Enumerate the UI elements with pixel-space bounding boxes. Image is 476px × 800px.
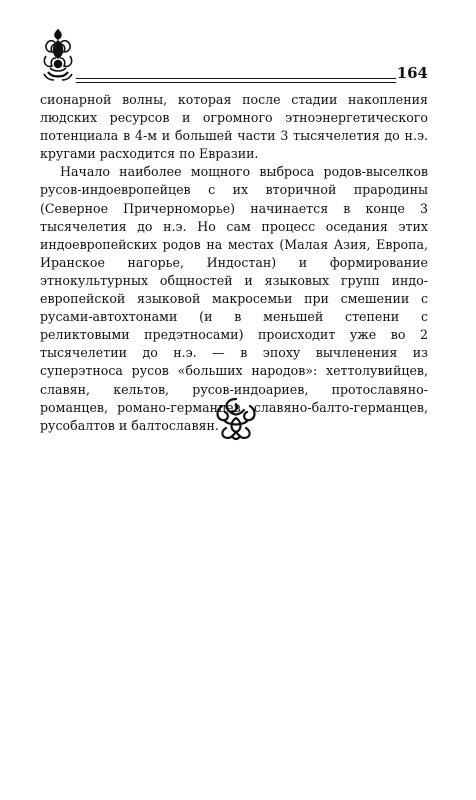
paragraph: Начало наиболее мощного выброса родов-выселков русов-индоевропейцев с их вторичной прародины (Северное Причерноморье) начинается в конце 3 тысячелетия до н.э. Но сам процесс оседания этих индоевропейских родов на местах (Малая Азия, Европа, Иранское нагорье, Индостан) и формирование этнокультурных общностей и языковых групп индоевропейской языковой макросемьи при смешении с русами-автохтонами (и в меньшей степени с реликтовыми предэтносами) происходит уже во 2 тысячелетии до н.э. — в эпоху вычленения из суперэтноса русов «больших народов»: хеттолувийцев, славян, кельтов, русов-индоариев, протославянороманцев, романо-германцев, славяно-балто-германцев, русобалтов и балтославян.	[40, 164, 428, 433]
body-text	[40, 91, 428, 435]
ornamental-crest-icon	[40, 28, 76, 82]
page-header	[40, 28, 428, 86]
header-rule	[76, 78, 396, 79]
knot-ornament-icon	[214, 396, 258, 442]
paragraph: сионарной волны, которая после стадии накопления людских ресурсов и огромного этноэнергетического потенциала в 4-м и большей части 3 тысячелетия до н.э. кругами расходится по Евразии.	[40, 92, 428, 162]
header-rule-thin	[76, 82, 396, 83]
page-number: 164	[396, 64, 428, 82]
